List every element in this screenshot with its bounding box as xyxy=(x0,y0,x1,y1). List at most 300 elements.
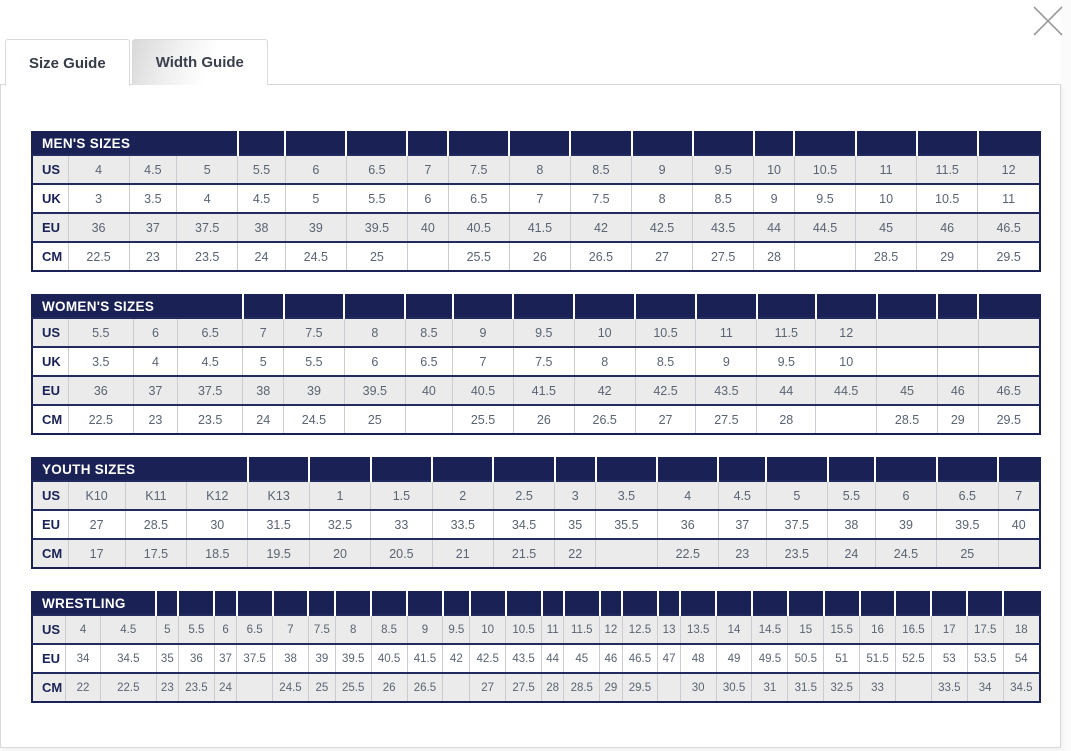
size-cell xyxy=(237,673,273,702)
size-cell: 7 xyxy=(243,318,284,347)
wrestling-table xyxy=(31,591,1041,703)
size-cell: 33.5 xyxy=(432,510,493,539)
size-cell: 7.5 xyxy=(448,155,509,184)
table-header-cell xyxy=(555,458,596,481)
size-cell: 5.5 xyxy=(68,318,134,347)
row-label-us: US xyxy=(42,622,61,637)
size-cell: 46 xyxy=(917,213,978,242)
size-cell: 22 xyxy=(66,673,101,702)
size-cell xyxy=(794,242,855,271)
size-cell xyxy=(405,405,452,434)
size-cell: 37.5 xyxy=(177,213,238,242)
size-cell: 54 xyxy=(1003,644,1040,673)
size-cell: 7 xyxy=(453,347,514,376)
size-cell: 24.5 xyxy=(273,673,309,702)
size-cell: 39 xyxy=(285,213,346,242)
size-cell: 14 xyxy=(716,615,752,644)
size-cell: 39 xyxy=(875,510,936,539)
table-header-cell xyxy=(978,295,1040,318)
size-cell: 30 xyxy=(680,673,716,702)
size-cell: 9 xyxy=(696,347,757,376)
size-cell: 7 xyxy=(407,155,448,184)
size-cell: 23 xyxy=(718,539,766,568)
size-cell: 44 xyxy=(757,376,816,405)
table-header-cell xyxy=(828,458,876,481)
size-cell: 18 xyxy=(1003,615,1040,644)
size-cell: 17.5 xyxy=(125,539,186,568)
size-cell: 34 xyxy=(66,644,101,673)
size-cell: 9 xyxy=(407,615,443,644)
size-cell: 5 xyxy=(243,347,284,376)
size-cell: 8.5 xyxy=(570,155,631,184)
table-header-cell xyxy=(658,592,680,615)
size-cell: 53 xyxy=(931,644,967,673)
size-cell: 46 xyxy=(600,644,622,673)
size-cell: 5.5 xyxy=(828,481,876,510)
size-cell: 18.5 xyxy=(187,539,248,568)
size-cell: 38 xyxy=(243,376,284,405)
size-cell: 8.5 xyxy=(371,615,407,644)
size-cell: 4 xyxy=(657,481,718,510)
table-header-cell xyxy=(967,592,1003,615)
size-cell: 26 xyxy=(513,405,574,434)
table-row xyxy=(32,615,1040,644)
size-cell: 7 xyxy=(998,481,1040,510)
size-cell: 11 xyxy=(542,615,564,644)
size-cell: 5.5 xyxy=(284,347,345,376)
women-s-sizes-table xyxy=(31,294,1041,435)
table-row xyxy=(32,405,1040,434)
table-header-cell xyxy=(237,592,273,615)
youth-sizes-title: YOUTH SIZES xyxy=(32,458,248,481)
size-cell: K10 xyxy=(68,481,125,510)
size-cell: 37 xyxy=(718,510,766,539)
size-cell: 34.5 xyxy=(493,510,554,539)
size-cell xyxy=(937,347,978,376)
size-cell xyxy=(877,347,938,376)
size-cell: 8 xyxy=(509,155,570,184)
size-cell: 1.5 xyxy=(371,481,432,510)
row-label-us: US xyxy=(42,488,61,503)
size-cell: 33.5 xyxy=(931,673,967,702)
size-cell: 51.5 xyxy=(860,644,896,673)
size-cell: 4.5 xyxy=(718,481,766,510)
men-s-sizes-table xyxy=(31,131,1041,272)
row-label-eu: EU xyxy=(42,383,61,398)
size-cell: 24.5 xyxy=(284,405,345,434)
size-cell: 45 xyxy=(877,376,938,405)
size-cell: 27 xyxy=(68,510,125,539)
table-header-cell xyxy=(248,458,309,481)
size-cell: 33 xyxy=(371,510,432,539)
table-header-cell xyxy=(407,592,443,615)
size-cell: 7.5 xyxy=(570,184,631,213)
size-cell: 10 xyxy=(856,184,917,213)
size-cell: 24 xyxy=(238,242,286,271)
size-cell: 6.5 xyxy=(177,318,243,347)
table-header-cell xyxy=(860,592,896,615)
size-cell: 9 xyxy=(453,318,514,347)
size-cell: 23 xyxy=(156,673,178,702)
size-cell: 26 xyxy=(371,673,407,702)
size-cell: 3.5 xyxy=(596,481,657,510)
size-cell: 25.5 xyxy=(448,242,509,271)
table-header-cell xyxy=(635,295,696,318)
size-cell: 1 xyxy=(309,481,370,510)
table-header-cell xyxy=(816,295,877,318)
size-cell: K13 xyxy=(248,481,309,510)
size-cell xyxy=(978,347,1040,376)
size-cell: 40 xyxy=(407,213,448,242)
size-cell: 42.5 xyxy=(635,376,696,405)
size-cell: 37.5 xyxy=(237,644,273,673)
size-cell: 44.5 xyxy=(816,376,877,405)
size-cell: 23.5 xyxy=(177,405,243,434)
table-header-cell xyxy=(407,132,448,155)
table-header-cell xyxy=(493,458,554,481)
size-cell: 11.5 xyxy=(757,318,816,347)
table-header-cell xyxy=(570,132,631,155)
size-cell: 40.5 xyxy=(453,376,514,405)
size-cell: 11 xyxy=(978,184,1040,213)
size-cell: 8.5 xyxy=(405,318,452,347)
size-cell: 50.5 xyxy=(788,644,824,673)
size-cell: 45 xyxy=(564,644,600,673)
row-label-cm: CM xyxy=(42,546,63,561)
size-cell: 16 xyxy=(860,615,896,644)
size-cell: 52.5 xyxy=(895,644,931,673)
size-cell: 45 xyxy=(856,213,917,242)
row-label-cm: CM xyxy=(42,249,63,264)
size-cell: 7.5 xyxy=(284,318,345,347)
table-header-cell xyxy=(574,295,635,318)
size-cell: 29.5 xyxy=(978,242,1040,271)
size-cell: 43.5 xyxy=(506,644,542,673)
size-cell: 31.5 xyxy=(788,673,824,702)
size-cell: 39 xyxy=(308,644,335,673)
size-cell xyxy=(407,242,448,271)
size-cell: 6 xyxy=(344,347,405,376)
table-header-cell xyxy=(877,295,938,318)
size-cell: 10 xyxy=(470,615,506,644)
size-cell: 4 xyxy=(177,184,238,213)
size-cell: 35 xyxy=(555,510,596,539)
table-header-cell xyxy=(371,458,432,481)
men-s-sizes-title: MEN'S SIZES xyxy=(32,132,238,155)
size-cell: 2 xyxy=(432,481,493,510)
size-cell: 17 xyxy=(931,615,967,644)
size-cell: 26.5 xyxy=(407,673,443,702)
size-cell: 44.5 xyxy=(794,213,855,242)
size-cell: 28.5 xyxy=(856,242,917,271)
size-cell: 49.5 xyxy=(752,644,788,673)
size-cell: 21.5 xyxy=(493,539,554,568)
size-cell: K12 xyxy=(187,481,248,510)
size-cell: 24 xyxy=(214,673,236,702)
size-cell: 25.5 xyxy=(453,405,514,434)
table-header-cell xyxy=(680,592,716,615)
size-cell: 23.5 xyxy=(177,242,238,271)
size-guide-panel xyxy=(0,84,1061,748)
table-header-cell xyxy=(757,295,816,318)
size-cell: 4.5 xyxy=(238,184,286,213)
size-cell: 38 xyxy=(273,644,309,673)
table-header-cell xyxy=(794,132,855,155)
table-row xyxy=(32,184,1040,213)
table-row xyxy=(32,347,1040,376)
size-cell: 43.5 xyxy=(696,376,757,405)
table-row xyxy=(32,376,1040,405)
size-cell: 10.5 xyxy=(794,155,855,184)
size-cell: 12.5 xyxy=(622,615,658,644)
size-cell: 5 xyxy=(766,481,827,510)
size-cell: 4.5 xyxy=(177,347,243,376)
size-cell: 10.5 xyxy=(506,615,542,644)
size-cell: 22.5 xyxy=(657,539,718,568)
size-cell: 9.5 xyxy=(693,155,754,184)
size-cell: 33 xyxy=(860,673,896,702)
size-cell: 39.5 xyxy=(335,644,371,673)
size-cell: 29 xyxy=(600,673,622,702)
size-cell: 9 xyxy=(632,155,693,184)
size-cell: 29.5 xyxy=(978,405,1040,434)
table-header-cell xyxy=(875,458,936,481)
size-cell: 27.5 xyxy=(506,673,542,702)
table-header-cell xyxy=(309,458,370,481)
table-header-cell xyxy=(178,592,214,615)
size-cell: 9.5 xyxy=(757,347,816,376)
size-cell: 5 xyxy=(177,155,238,184)
size-cell: 36 xyxy=(657,510,718,539)
size-cell: 8 xyxy=(632,184,693,213)
size-cell: 25 xyxy=(308,673,335,702)
size-cell: 36 xyxy=(68,213,129,242)
size-tables-container xyxy=(1,131,1060,703)
size-cell: 14.5 xyxy=(752,615,788,644)
size-cell xyxy=(443,673,470,702)
size-cell: 41.5 xyxy=(513,376,574,405)
row-label-cm: CM xyxy=(42,412,63,427)
table-header-cell xyxy=(513,295,574,318)
size-cell: 27.5 xyxy=(696,405,757,434)
size-cell: 37 xyxy=(134,376,178,405)
size-cell: 47 xyxy=(658,644,680,673)
size-cell: 30.5 xyxy=(716,673,752,702)
size-cell: 29 xyxy=(937,405,978,434)
size-cell: 42 xyxy=(574,376,635,405)
table-header-cell xyxy=(344,295,405,318)
table-header-cell xyxy=(243,295,284,318)
table-header-cell xyxy=(371,592,407,615)
size-cell: 11.5 xyxy=(917,155,978,184)
table-header-cell xyxy=(405,295,452,318)
women-s-sizes-title: WOMEN'S SIZES xyxy=(32,295,243,318)
size-cell: 32.5 xyxy=(824,673,860,702)
size-cell: 20.5 xyxy=(371,539,432,568)
size-cell: 3.5 xyxy=(68,347,134,376)
size-cell: 51 xyxy=(824,644,860,673)
table-row xyxy=(32,539,1040,568)
table-row xyxy=(32,673,1040,702)
table-header-cell xyxy=(600,592,622,615)
size-cell: 42 xyxy=(443,644,470,673)
size-cell: 6 xyxy=(875,481,936,510)
table-header-cell xyxy=(937,295,978,318)
table-header-cell xyxy=(754,132,795,155)
size-cell: 36 xyxy=(178,644,214,673)
size-cell: 12 xyxy=(816,318,877,347)
size-cell: 31.5 xyxy=(248,510,309,539)
size-cell: 22 xyxy=(555,539,596,568)
size-cell: 28 xyxy=(757,405,816,434)
size-cell: 28 xyxy=(754,242,795,271)
size-cell: 24 xyxy=(243,405,284,434)
table-header-cell xyxy=(564,592,600,615)
size-cell: 37 xyxy=(129,213,177,242)
size-cell: 9.5 xyxy=(513,318,574,347)
size-cell: 34.5 xyxy=(100,644,156,673)
size-cell: 5.5 xyxy=(178,615,214,644)
size-cell: 6 xyxy=(407,184,448,213)
size-cell: 37 xyxy=(214,644,236,673)
table-header-cell xyxy=(718,458,766,481)
size-cell: 40.5 xyxy=(448,213,509,242)
size-cell: 22.5 xyxy=(68,242,129,271)
table-header-cell xyxy=(788,592,824,615)
size-cell: 6.5 xyxy=(346,155,407,184)
table-row xyxy=(32,242,1040,271)
size-cell: 27 xyxy=(632,242,693,271)
size-cell xyxy=(877,318,938,347)
size-cell: 4.5 xyxy=(129,155,177,184)
tab-size-guide[interactable] xyxy=(5,39,130,86)
size-cell: 6.5 xyxy=(937,481,998,510)
table-row xyxy=(32,318,1040,347)
size-cell: 32.5 xyxy=(309,510,370,539)
table-header-cell xyxy=(937,458,998,481)
row-label-eu: EU xyxy=(42,517,61,532)
size-cell: 27 xyxy=(635,405,696,434)
table-header-cell xyxy=(443,592,470,615)
size-cell: 5 xyxy=(156,615,178,644)
table-header-cell xyxy=(696,295,757,318)
size-cell: 22.5 xyxy=(68,405,134,434)
size-cell xyxy=(816,405,877,434)
size-cell: 6.5 xyxy=(448,184,509,213)
youth-sizes-table xyxy=(31,457,1041,569)
size-cell: 3 xyxy=(68,184,129,213)
close-icon[interactable] xyxy=(1029,2,1067,40)
size-cell xyxy=(658,673,680,702)
row-label-uk: UK xyxy=(42,191,61,206)
table-header-cell xyxy=(1003,592,1040,615)
size-cell: 23 xyxy=(134,405,178,434)
tab-width-guide-label: Width Guide xyxy=(155,54,244,71)
table-header-cell xyxy=(542,592,564,615)
size-cell: 19.5 xyxy=(248,539,309,568)
size-cell: 26.5 xyxy=(570,242,631,271)
table-row xyxy=(32,510,1040,539)
size-cell: 49 xyxy=(716,644,752,673)
table-header-cell xyxy=(895,592,931,615)
size-cell: 35.5 xyxy=(596,510,657,539)
size-cell: 40.5 xyxy=(371,644,407,673)
size-cell: 5.5 xyxy=(238,155,286,184)
size-cell: 3 xyxy=(555,481,596,510)
size-cell: 2.5 xyxy=(493,481,554,510)
size-cell: 38 xyxy=(238,213,286,242)
size-cell: 4 xyxy=(66,615,101,644)
size-cell: 6 xyxy=(214,615,236,644)
size-cell: 24.5 xyxy=(875,539,936,568)
table-header-cell xyxy=(931,592,967,615)
table-header-cell xyxy=(693,132,754,155)
size-cell: 31 xyxy=(752,673,788,702)
size-cell: 42.5 xyxy=(470,644,506,673)
size-cell: 39.5 xyxy=(346,213,407,242)
size-cell xyxy=(937,318,978,347)
table-header-cell xyxy=(917,132,978,155)
table-row xyxy=(32,155,1040,184)
size-cell: 10 xyxy=(754,155,795,184)
size-cell: 22.5 xyxy=(100,673,156,702)
size-cell: 8.5 xyxy=(635,347,696,376)
size-cell: 8 xyxy=(574,347,635,376)
tab-size-guide-label: Size Guide xyxy=(29,54,106,72)
size-cell: 10.5 xyxy=(917,184,978,213)
table-header-cell xyxy=(346,132,407,155)
size-cell: 44 xyxy=(542,644,564,673)
size-cell: 42 xyxy=(570,213,631,242)
size-cell: 26 xyxy=(509,242,570,271)
table-header-cell xyxy=(509,132,570,155)
wrestling-title: WRESTLING xyxy=(32,592,156,615)
size-cell: 28 xyxy=(542,673,564,702)
size-cell: 8 xyxy=(335,615,371,644)
table-header-cell xyxy=(506,592,542,615)
size-cell: 10 xyxy=(816,347,877,376)
size-cell: 34.5 xyxy=(1003,673,1040,702)
table-header-cell xyxy=(998,458,1040,481)
size-cell: 39.5 xyxy=(344,376,405,405)
size-cell: 34 xyxy=(967,673,1003,702)
tab-width-guide[interactable] xyxy=(132,39,268,85)
table-header-cell xyxy=(335,592,371,615)
size-cell: 36 xyxy=(68,376,134,405)
size-cell: 13.5 xyxy=(680,615,716,644)
table-header-cell xyxy=(824,592,860,615)
table-header-cell xyxy=(432,458,493,481)
table-header-cell xyxy=(308,592,335,615)
size-cell: 40 xyxy=(998,510,1040,539)
size-cell xyxy=(895,673,931,702)
size-cell: 11 xyxy=(856,155,917,184)
size-cell: 8 xyxy=(344,318,405,347)
size-cell: 10 xyxy=(574,318,635,347)
size-cell: 12 xyxy=(600,615,622,644)
row-label-cm: CM xyxy=(42,680,63,695)
size-cell: 28.5 xyxy=(877,405,938,434)
size-cell: 7 xyxy=(273,615,309,644)
size-cell xyxy=(998,539,1040,568)
table-header-cell xyxy=(273,592,309,615)
size-cell: 30 xyxy=(187,510,248,539)
size-cell xyxy=(978,318,1040,347)
size-cell: 44 xyxy=(754,213,795,242)
table-header-cell xyxy=(596,458,657,481)
size-cell: 46.5 xyxy=(978,213,1040,242)
size-cell: 25 xyxy=(346,242,407,271)
